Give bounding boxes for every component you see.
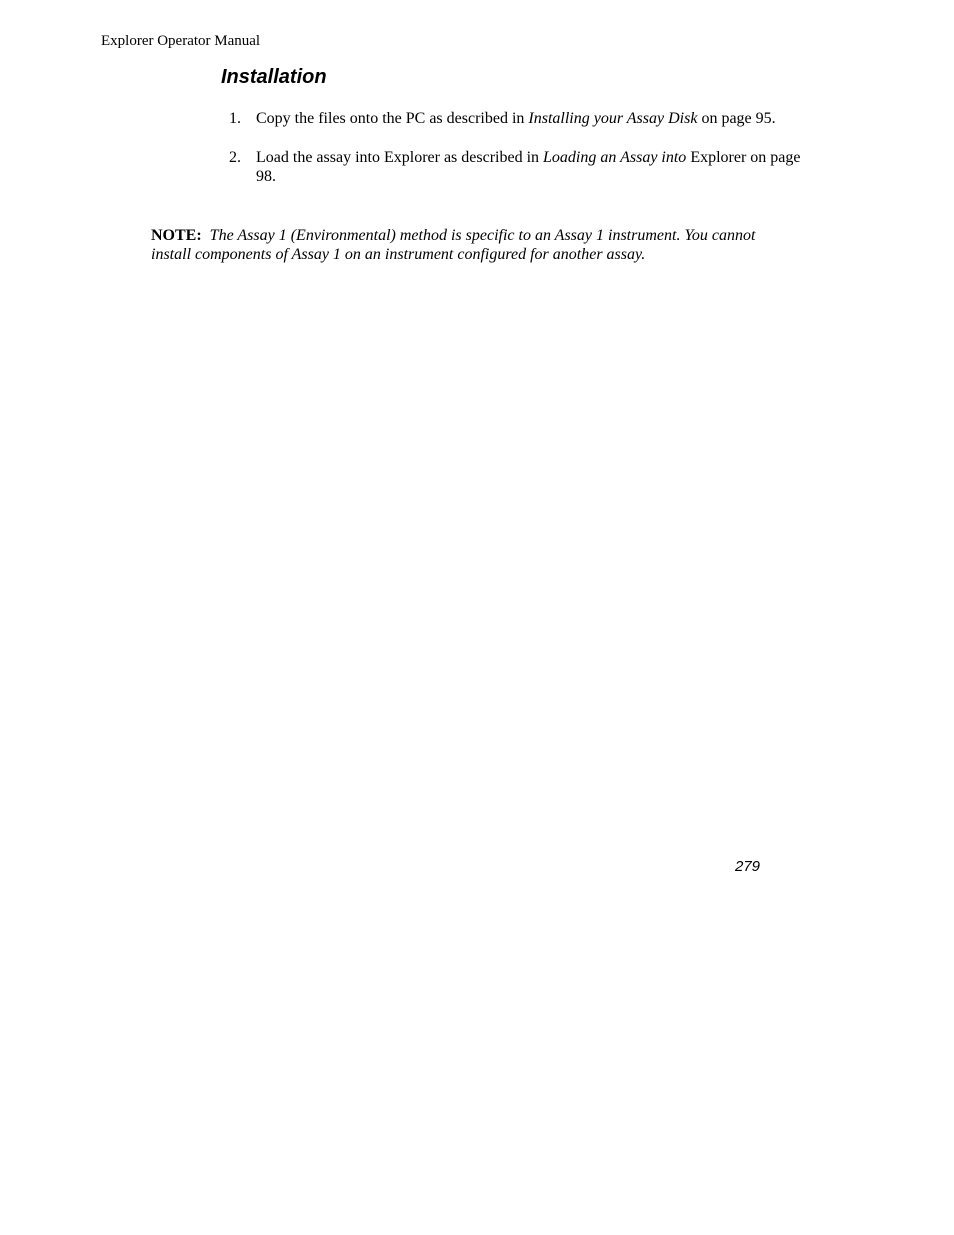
step-item-1: [229, 109, 809, 128]
step-text-before: Load the assay into Explorer as described in: [256, 149, 544, 166]
note-paragraph: [151, 226, 771, 264]
step-item-2: [229, 148, 809, 186]
step-text: [256, 149, 801, 185]
section-title: Installation: [221, 66, 327, 88]
step-number: 2.: [229, 149, 241, 166]
step-text-after: Explorer on page 98.: [256, 149, 801, 185]
running-header: Explorer Operator Manual: [101, 33, 261, 49]
step-text-after: on page 95.: [697, 110, 776, 127]
page-number: 279: [735, 858, 761, 875]
step-reference: Installing your Assay Disk: [528, 110, 698, 127]
installation-steps: [229, 109, 809, 206]
step-text: [256, 110, 776, 127]
note-label: NOTE:: [151, 227, 202, 244]
step-number: 1.: [229, 110, 241, 127]
step-reference: Loading an Assay into: [543, 149, 687, 166]
step-text-before: Copy the files onto the PC as described in: [256, 110, 529, 127]
note-text: The Assay 1 (Environmental) method is specific to an Assay 1 instrument. You cannot install components of Assay 1 on an instrument configured for another assay.: [151, 227, 756, 263]
